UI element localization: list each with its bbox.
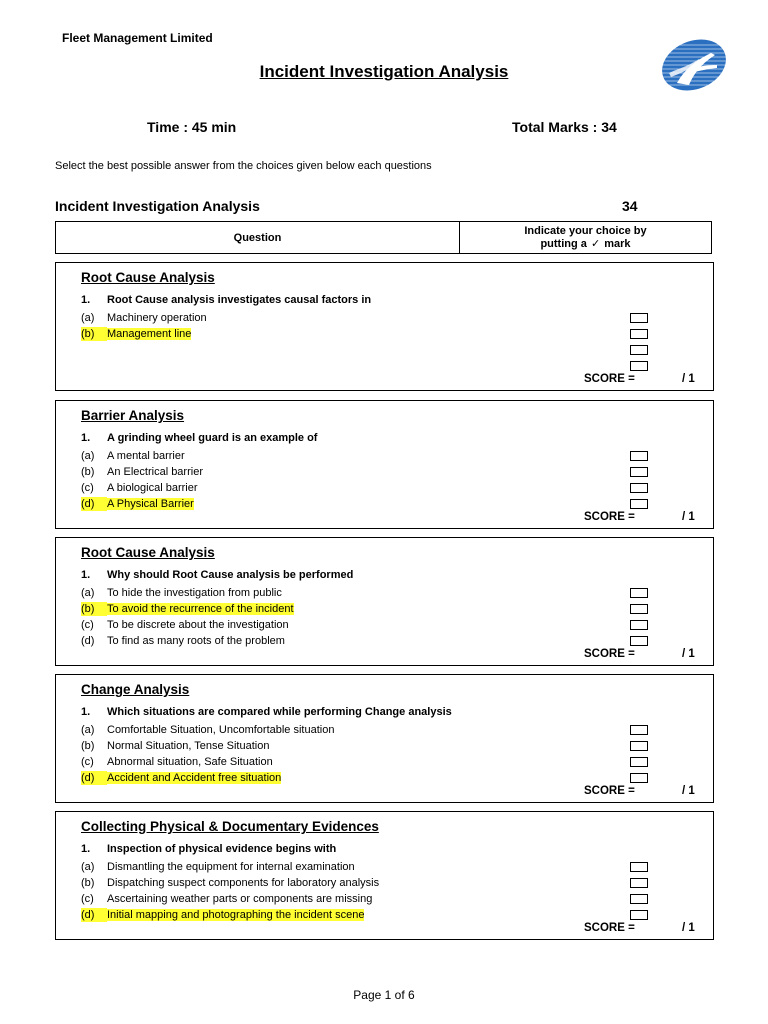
option-text: An Electrical barrier bbox=[107, 466, 203, 478]
section-marks: 34 bbox=[622, 198, 638, 214]
choice-checkbox[interactable] bbox=[630, 725, 648, 735]
choice-checkbox[interactable] bbox=[630, 757, 648, 767]
option-letter: (b) bbox=[81, 602, 107, 616]
answer-option bbox=[81, 497, 194, 511]
option-letter: (a) bbox=[81, 450, 95, 462]
option-letter: (b) bbox=[81, 740, 95, 752]
score-label: SCORE = bbox=[584, 785, 635, 797]
option-text: A Physical Barrier bbox=[107, 498, 194, 510]
option-letter: (c) bbox=[81, 482, 94, 494]
option-letter: (a) bbox=[81, 861, 95, 873]
choice-checkbox[interactable] bbox=[630, 483, 648, 493]
choice-checkbox[interactable] bbox=[630, 910, 648, 920]
question-body: A grinding wheel guard is an example of bbox=[107, 432, 318, 444]
answer-option bbox=[81, 739, 269, 753]
question-number: 1. bbox=[81, 432, 91, 444]
score-label: SCORE = bbox=[584, 373, 635, 385]
answer-option bbox=[81, 755, 273, 769]
question-heading: Root Cause Analysis bbox=[81, 545, 215, 560]
answer-option bbox=[81, 634, 285, 648]
score-value: / 1 bbox=[682, 648, 695, 660]
score-value: / 1 bbox=[682, 373, 695, 385]
question-heading: Change Analysis bbox=[81, 682, 190, 697]
choice-checkbox[interactable] bbox=[630, 878, 648, 888]
question-text bbox=[81, 843, 336, 855]
question-body: Why should Root Cause analysis be performed bbox=[107, 569, 354, 581]
question-block bbox=[55, 400, 714, 529]
question-text bbox=[81, 432, 317, 444]
score-label: SCORE = bbox=[584, 922, 635, 934]
choice-checkbox[interactable] bbox=[630, 741, 648, 751]
choice-checkbox[interactable] bbox=[630, 451, 648, 461]
answer-option bbox=[81, 311, 207, 325]
option-text: Management line bbox=[107, 328, 192, 340]
header-choice-line1: Indicate your choice by bbox=[524, 224, 647, 237]
check-mark-icon: ✓ bbox=[590, 237, 601, 250]
question-number: 1. bbox=[81, 843, 91, 855]
option-letter: (b) bbox=[81, 466, 95, 478]
choice-checkbox[interactable] bbox=[630, 862, 648, 872]
option-letter: (d) bbox=[81, 497, 107, 511]
option-letter: (d) bbox=[81, 908, 107, 922]
option-letter: (a) bbox=[81, 587, 95, 599]
question-number: 1. bbox=[81, 294, 91, 306]
question-block bbox=[55, 811, 714, 940]
answer-option bbox=[81, 465, 203, 479]
question-heading: Barrier Analysis bbox=[81, 408, 185, 423]
header-choice-line2b: mark bbox=[604, 237, 631, 250]
answer-option bbox=[81, 771, 281, 785]
score-label: SCORE = bbox=[584, 648, 635, 660]
option-text: Dismantling the equipment for internal examination bbox=[107, 861, 355, 873]
option-text: Dispatching suspect components for laboratory analysis bbox=[107, 877, 380, 889]
instruction-text: Select the best possible answer from the choices given below each questions bbox=[55, 160, 432, 172]
question-number: 1. bbox=[81, 569, 91, 581]
option-text: To be discrete about the investigation bbox=[107, 619, 289, 631]
question-block bbox=[55, 674, 714, 803]
choice-checkbox[interactable] bbox=[630, 361, 648, 371]
option-letter: (d) bbox=[81, 771, 107, 785]
option-letter: (a) bbox=[81, 724, 95, 736]
score-value: / 1 bbox=[682, 511, 695, 523]
answer-option bbox=[81, 618, 289, 632]
answer-option bbox=[81, 892, 372, 906]
option-letter: (b) bbox=[81, 877, 95, 889]
header-choice-line2 bbox=[540, 238, 630, 251]
option-text: Accident and Accident free situation bbox=[107, 772, 282, 784]
answer-option bbox=[81, 481, 198, 495]
header-choice-line2a: putting a bbox=[540, 237, 587, 250]
time-limit: Time : 45 min bbox=[147, 119, 237, 135]
question-body: Inspection of physical evidence begins with bbox=[107, 843, 337, 855]
choice-checkbox[interactable] bbox=[630, 313, 648, 323]
score-value: / 1 bbox=[682, 922, 695, 934]
answer-option bbox=[81, 908, 364, 922]
option-letter: (c) bbox=[81, 756, 94, 768]
choice-checkbox[interactable] bbox=[630, 604, 648, 614]
option-text: To hide the investigation from public bbox=[107, 587, 282, 599]
answer-option bbox=[81, 449, 185, 463]
document-title: Incident Investigation Analysis bbox=[259, 62, 509, 81]
option-text: Abnormal situation, Safe Situation bbox=[107, 756, 273, 768]
answer-option bbox=[81, 876, 379, 890]
option-text: A mental barrier bbox=[107, 450, 185, 462]
answer-option bbox=[81, 860, 355, 874]
option-letter: (c) bbox=[81, 619, 94, 631]
option-letter: (c) bbox=[81, 893, 94, 905]
score-label: SCORE = bbox=[584, 511, 635, 523]
header-choice bbox=[460, 222, 711, 253]
option-text: Ascertaining weather parts or components are missing bbox=[107, 893, 373, 905]
option-text: To find as many roots of the problem bbox=[107, 635, 285, 647]
company-name: Fleet Management Limited bbox=[62, 31, 213, 45]
option-letter: (a) bbox=[81, 312, 95, 324]
answer-option bbox=[81, 327, 191, 341]
answer-option bbox=[81, 586, 282, 600]
option-text: Machinery operation bbox=[107, 312, 207, 324]
question-text bbox=[81, 294, 371, 306]
option-letter: (b) bbox=[81, 327, 107, 341]
choice-checkbox[interactable] bbox=[630, 636, 648, 646]
question-text bbox=[81, 706, 452, 718]
score-value: / 1 bbox=[682, 785, 695, 797]
answer-option bbox=[81, 723, 334, 737]
option-text: Initial mapping and photographing the incident scene bbox=[107, 909, 365, 921]
choice-checkbox[interactable] bbox=[630, 588, 648, 598]
choice-checkbox[interactable] bbox=[630, 894, 648, 904]
question-heading: Collecting Physical & Documentary Evidences bbox=[81, 819, 379, 834]
choice-checkbox[interactable] bbox=[630, 499, 648, 509]
option-text: Normal Situation, Tense Situation bbox=[107, 740, 270, 752]
question-text bbox=[81, 569, 353, 581]
total-marks: Total Marks : 34 bbox=[512, 119, 617, 135]
question-heading: Root Cause Analysis bbox=[81, 270, 215, 285]
page-number: Page 1 of 6 bbox=[353, 988, 415, 1002]
choice-checkbox[interactable] bbox=[630, 773, 648, 783]
question-block bbox=[55, 537, 714, 666]
choice-checkbox[interactable] bbox=[630, 329, 648, 339]
option-text: Comfortable Situation, Uncomfortable situation bbox=[107, 724, 335, 736]
question-body: Root Cause analysis investigates causal factors in bbox=[107, 294, 372, 306]
question-body: Which situations are compared while performing Change analysis bbox=[107, 706, 452, 718]
option-letter: (d) bbox=[81, 635, 95, 647]
table-header bbox=[55, 221, 712, 254]
question-number: 1. bbox=[81, 706, 91, 718]
section-title: Incident Investigation Analysis bbox=[55, 198, 260, 214]
option-text: A biological barrier bbox=[107, 482, 198, 494]
choice-checkbox[interactable] bbox=[630, 620, 648, 630]
choice-checkbox[interactable] bbox=[630, 345, 648, 355]
option-text: To avoid the recurrence of the incident bbox=[107, 603, 294, 615]
header-question: Question bbox=[56, 222, 460, 253]
question-block bbox=[55, 262, 714, 391]
choice-checkbox[interactable] bbox=[630, 467, 648, 477]
answer-option bbox=[81, 602, 294, 616]
